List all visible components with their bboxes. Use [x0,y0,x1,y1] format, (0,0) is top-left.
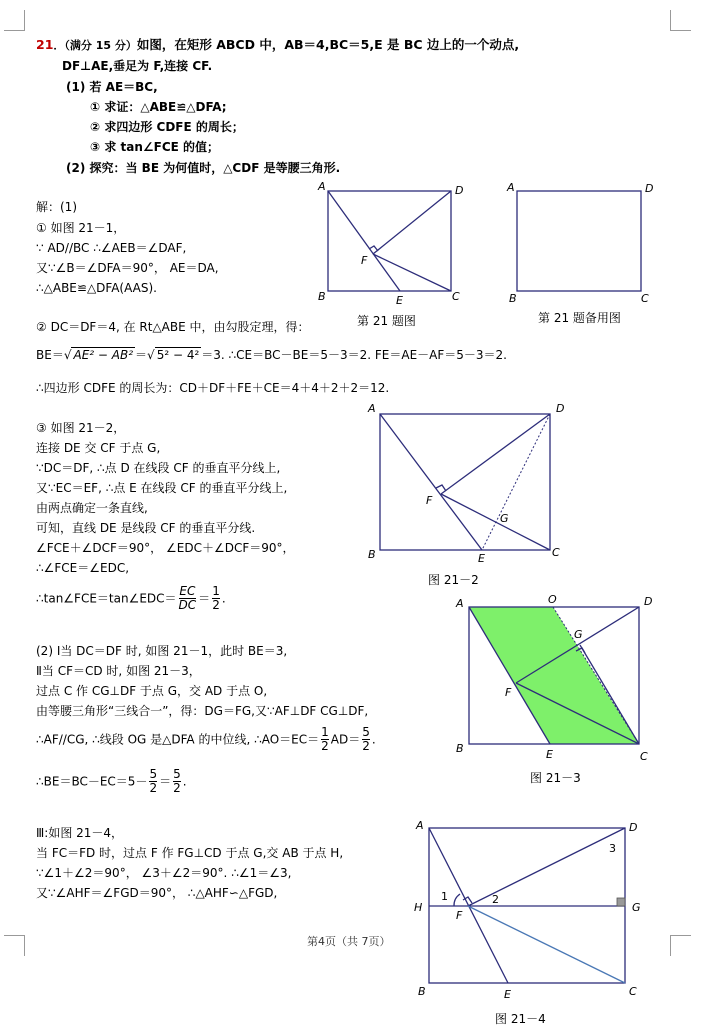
solution-heading: 解：(1) [36,200,77,214]
label-b: B [456,742,464,755]
label-c: C [452,290,460,303]
figure-21-3-caption: 图 21－3 [530,771,581,785]
crop-mark-bottom-right [670,935,691,956]
label-h: H [414,901,423,914]
label-d: D [644,595,653,608]
solution-line: ∵DC＝DF, ∴点 D 在线段 CF 的垂直平分线上, [36,461,281,475]
fraction-numerator: 5 [149,767,158,781]
fraction-numerator: 5 [173,767,181,781]
fraction-denominator: 2 [212,598,220,613]
label-b: B [318,290,326,303]
tan-lhs: ∴tan∠FCE＝tan∠EDC＝ [36,591,177,606]
figure-21-backup-caption: 第 21 题备用图 [538,311,621,325]
label-angle-1: 1 [441,890,448,903]
solution-line: ∵∠1＋∠2＝90°， ∠3＋∠2＝90°. ∴∠1＝∠3, [36,866,292,880]
problem-part-2: (2) 探究：当 BE 为何值时，△CDF 是等腰三角形. [66,161,341,175]
label-a: A [368,402,376,415]
green-parallelogram [469,607,639,744]
solution-line: 过点 C 作 CG⊥DF 于点 G，交 AD 于点 O, [36,684,268,698]
solution-line: 又∵∠B＝∠DFA＝90°， AE＝DA, [36,261,219,275]
problem-number: 21 [36,37,54,52]
label-g: G [632,901,641,914]
solution-line: 可知，直线 DE 是线段 CF 的垂直平分线. [36,521,256,535]
problem-score: ．（满分 15 分） [53,39,137,52]
sqrt-radicand-2: 5² − 4² [156,348,200,362]
label-e: E [478,552,485,565]
right-angle-mark [617,898,625,906]
crop-mark-bottom-left [4,935,25,956]
problem-line-1 [36,37,519,52]
fraction-denominator: 2 [321,739,329,754]
solution-line: ∴∠FCE＝∠EDC, [36,561,130,575]
solution-line: Ⅱ当 CF＝CD 时, 如图 21－3， [36,664,201,678]
label-g: G [574,628,583,641]
label-g: G [500,512,509,525]
solution-line: ∴△ABE≌△DFA(AAS). [36,281,157,295]
tan-equals: ＝ [198,591,211,606]
label-c: C [629,985,637,998]
solution-line: 又∵EC＝EF, ∴点 E 在线段 CF 的垂直平分线上, [36,481,288,495]
solution-line: 当 FC＝FD 时，过点 F 作 FG⊥CD 于点 G,交 AB 于点 H, [36,846,344,860]
figure-21-3 [450,590,660,765]
label-f: F [456,909,463,922]
tan-period: . [221,591,226,606]
fraction-numerator: 1 [212,584,220,598]
label-e: E [396,294,403,307]
sqrt-symbol: √ [147,348,155,362]
be-equals: ＝ [159,774,172,789]
fraction-numerator: 1 [321,725,329,739]
figure-21 [312,178,477,308]
sqrt-rest: ＝3. ∴CE＝BC－BE＝5－3＝2. FE＝AE－AF＝5－3＝2. [201,348,507,362]
figure-21-2-caption: 图 21－2 [428,573,479,587]
solution-line: 由两点确定一条直线, [36,501,148,515]
solution-line-midline [36,726,376,753]
label-a: A [507,181,515,194]
label-angle-2: 2 [492,893,499,906]
fraction-five-half [173,768,181,795]
problem-part-1c: ③ 求 tan∠FCE 的值； [90,140,220,154]
fraction-one-half [212,585,220,612]
problem-part-1: (1) 若 AE＝BC, [66,80,158,94]
problem-part-1a: ① 求证：△ABE≌△DFA; [90,100,227,114]
label-f: F [505,686,512,699]
label-b: B [509,292,517,305]
label-d: D [629,821,638,834]
midline-period: . [371,732,376,747]
figure-21-4-caption: 图 21－4 [495,1012,546,1026]
fraction-one-half [321,726,329,753]
solution-line: 又∵∠AHF＝∠FGD＝90°， ∴△AHF∽△FGD, [36,886,278,900]
solution-line: (2) Ⅰ当 DC＝DF 时, 如图 21－1，此时 BE＝3, [36,644,288,658]
fraction-five-half [362,726,370,753]
label-b: B [368,548,376,561]
solution-line: ① 如图 21－1， [36,221,126,235]
solution-line-be [36,768,187,795]
solution-line: ② DC＝DF＝4, 在 Rt△ABE 中，由勾股定理，得： [36,320,310,334]
solution-line-tan [36,585,226,612]
label-c: C [552,546,560,559]
be-period: . [182,774,187,789]
page-footer: 第4页（共 7页） [307,935,391,948]
figure-21-caption: 第 21 题图 [357,314,416,328]
problem-stem-1: 如图，在矩形 ABCD 中，AB＝4,BC＝5,E 是 BC 边上的一个动点, [136,37,520,52]
fraction-numerator: 5 [362,725,370,739]
label-a: A [318,180,326,193]
problem-stem-2: DF⊥AE,垂足为 F,连接 CF. [62,59,213,73]
sqrt-symbol: √ [63,348,72,362]
crop-mark-top-left [4,10,25,31]
solution-line: 由等腰三角形“三线合一”，得：DG＝FG,又∵AF⊥DF CG⊥DF, [36,704,369,718]
fraction-numerator: EC [179,584,196,598]
midline-ad: AD＝ [330,732,361,747]
solution-line: ③ 如图 21－2， [36,421,126,435]
figure-21-4 [408,812,648,1012]
fraction-denominator: 2 [362,739,370,754]
solution-line: 连接 DE 交 CF 于点 G, [36,441,161,455]
be-text: ∴BE＝BC－EC＝5－ [36,774,148,789]
fraction-denominator: 2 [149,781,158,796]
label-d: D [556,402,565,415]
label-e: E [504,988,511,1001]
label-c: C [640,750,648,763]
sqrt-radicand-1: AE² − AB² [73,348,134,362]
label-a: A [456,597,464,610]
label-f: F [361,254,368,267]
solution-line: ∴四边形 CDFE 的周长为：CD＋DF＋FE＋CE＝4＋4＋2＋2＝12. [36,381,390,395]
solution-line: ∠FCE＋∠DCF＝90°， ∠EDC＋∠DCF＝90°， [36,541,295,555]
label-d: D [645,182,654,195]
label-f: F [426,494,433,507]
label-e: E [546,748,553,761]
figure-21-backup [503,178,663,308]
fraction-five-half [149,768,157,795]
solution-line: Ⅲ:如图 21－4， [36,826,124,840]
label-b: B [418,985,426,998]
solution-line-sqrt [36,347,507,362]
fraction-denominator: DC [178,598,197,613]
problem-part-1b: ② 求四边形 CDFE 的周长； [90,120,244,134]
midline-text: ∴AF//CG, ∴线段 OG 是△DFA 的中位线, ∴AO＝EC＝ [36,732,320,747]
label-d: D [455,184,464,197]
fraction-denominator: 2 [173,781,181,796]
crop-mark-top-right [670,10,691,31]
sqrt-lhs: BE＝ [36,348,64,362]
label-c: C [641,292,649,305]
label-angle-3: 3 [609,842,616,855]
figure-21-2 [362,398,572,568]
sqrt-equals: ＝ [135,348,148,362]
solution-line: ∵ AD//BC ∴∠AEB＝∠DAF, [36,241,187,255]
fraction-ec-dc [179,585,197,612]
label-o: O [548,593,557,606]
label-a: A [416,819,424,832]
